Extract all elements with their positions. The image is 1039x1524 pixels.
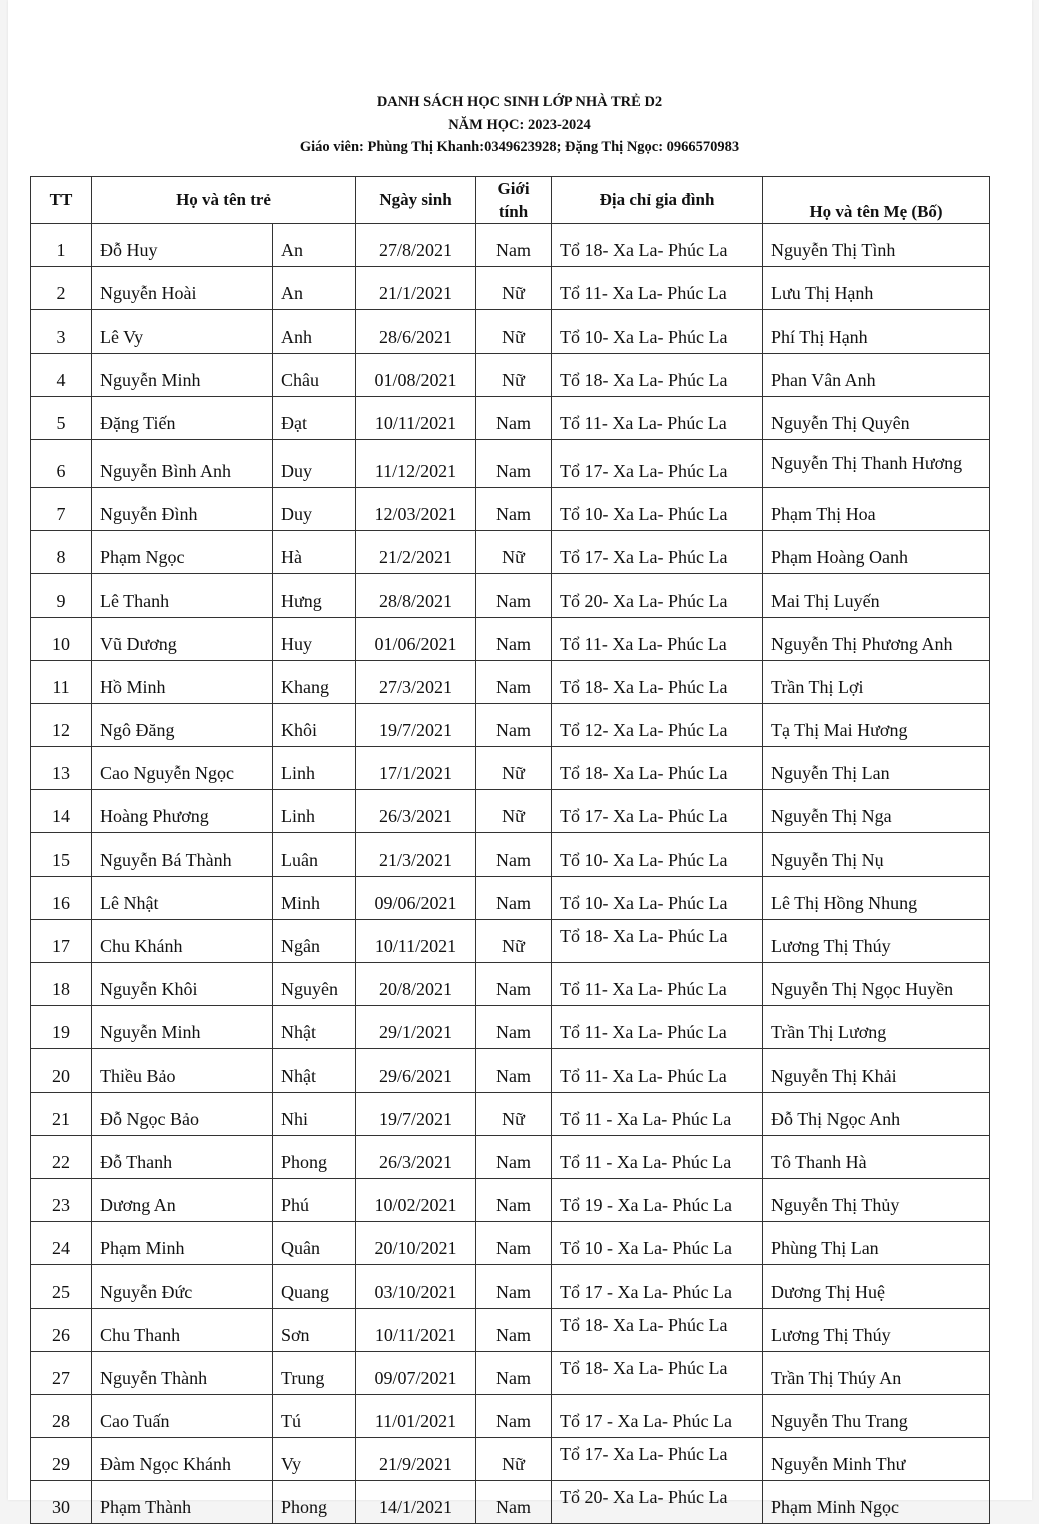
row-number: 14 [31,790,92,833]
gender: Nam [476,1049,552,1092]
table-row [31,1222,990,1265]
date-of-birth: 19/7/2021 [356,1092,476,1135]
family-address: Tổ 10- Xa La- Phúc La [552,833,763,876]
child-first-name: Đạt [273,396,356,439]
student-table [30,176,990,1524]
table-row [31,1006,990,1049]
row-number: 12 [31,703,92,746]
child-first-name: Quang [273,1265,356,1308]
gender: Nam [476,439,552,487]
child-first-name: Nhật [273,1006,356,1049]
gender: Nam [476,963,552,1006]
date-of-birth: 28/8/2021 [356,574,476,617]
header-name: Họ và tên trẻ [92,177,356,224]
row-number: 1 [31,224,92,267]
gender: Nam [476,703,552,746]
gender: Nam [476,487,552,530]
gender: Nam [476,1135,552,1178]
row-number: 4 [31,353,92,396]
child-first-name: Hà [273,531,356,574]
family-address: Tổ 18- Xa La- Phúc La [552,747,763,790]
gender: Nữ [476,267,552,310]
child-first-name: Khang [273,660,356,703]
child-first-name: Linh [273,790,356,833]
date-of-birth: 12/03/2021 [356,487,476,530]
child-first-name: Duy [273,439,356,487]
row-number: 8 [31,531,92,574]
table-row [31,487,990,530]
parent-name: Nguyễn Thị Khải [763,1049,990,1092]
date-of-birth: 26/3/2021 [356,1135,476,1178]
child-first-name: Khôi [273,703,356,746]
child-last-name: Phạm Thành [92,1481,273,1524]
family-address: Tổ 12- Xa La- Phúc La [552,703,763,746]
parent-name: Đỗ Thị Ngọc Anh [763,1092,990,1135]
parent-name: Phí Thị Hạnh [763,310,990,353]
child-last-name: Nguyễn Hoài [92,267,273,310]
table-row [31,833,990,876]
gender: Nữ [476,919,552,962]
gender: Nữ [476,531,552,574]
header-dob: Ngày sinh [356,177,476,224]
document-title: DANH SÁCH HỌC SINH LỚP NHÀ TRẺ D2 [376,94,663,110]
parent-name: Tạ Thị Mai Hương [763,703,990,746]
gender: Nam [476,1308,552,1351]
row-number: 10 [31,617,92,660]
child-last-name: Đàm Ngọc Khánh [92,1438,273,1481]
gender: Nữ [476,790,552,833]
table-row [31,531,990,574]
child-last-name: Chu Thanh [92,1308,273,1351]
family-address: Tổ 11- Xa La- Phúc La [552,963,763,1006]
child-first-name: Hưng [273,574,356,617]
child-last-name: Hoàng Phương [92,790,273,833]
table-row [31,1481,990,1524]
child-first-name: Phú [273,1178,356,1221]
child-first-name: Luân [273,833,356,876]
parent-name: Nguyễn Thị Lan [763,747,990,790]
family-address: Tổ 11- Xa La- Phúc La [552,267,763,310]
row-number: 7 [31,487,92,530]
child-last-name: Vũ Dương [92,617,273,660]
parent-name: Lê Thị Hồng Nhung [763,876,990,919]
gender: Nam [476,1178,552,1221]
family-address: Tổ 10- Xa La- Phúc La [552,310,763,353]
parent-name: Nguyễn Thị Quyên [763,396,990,439]
family-address: Tổ 10 - Xa La- Phúc La [552,1222,763,1265]
header-parent: Họ và tên Mẹ (Bố) [763,177,990,224]
gender: Nam [476,876,552,919]
child-first-name: Duy [273,487,356,530]
date-of-birth: 26/3/2021 [356,790,476,833]
row-number: 23 [31,1178,92,1221]
child-first-name: Linh [273,747,356,790]
child-first-name: Anh [273,310,356,353]
row-number: 2 [31,267,92,310]
row-number: 9 [31,574,92,617]
family-address: Tổ 17- Xa La- Phúc La [552,1438,763,1481]
parent-name: Phùng Thị Lan [763,1222,990,1265]
family-address: Tổ 10- Xa La- Phúc La [552,487,763,530]
gender: Nữ [476,747,552,790]
table-row [31,617,990,660]
row-number: 26 [31,1308,92,1351]
date-of-birth: 28/6/2021 [356,310,476,353]
family-address: Tổ 11- Xa La- Phúc La [552,617,763,660]
date-of-birth: 10/02/2021 [356,1178,476,1221]
family-address: Tổ 11 - Xa La- Phúc La [552,1092,763,1135]
date-of-birth: 29/1/2021 [356,1006,476,1049]
parent-name: Nguyễn Thị Tình [763,224,990,267]
child-first-name: Tú [273,1394,356,1437]
parent-name: Nguyễn Thị Nga [763,790,990,833]
child-first-name: Phong [273,1135,356,1178]
row-number: 30 [31,1481,92,1524]
gender: Nam [476,833,552,876]
child-last-name: Nguyễn Đình [92,487,273,530]
date-of-birth: 14/1/2021 [356,1481,476,1524]
table-row [31,574,990,617]
child-last-name: Cao Nguyễn Ngọc [92,747,273,790]
table-row [31,224,990,267]
child-first-name: Minh [273,876,356,919]
row-number: 17 [31,919,92,962]
date-of-birth: 09/06/2021 [356,876,476,919]
child-first-name: An [273,224,356,267]
table-row [31,310,990,353]
table-row [31,919,990,962]
table-row [31,353,990,396]
family-address: Tổ 20- Xa La- Phúc La [552,574,763,617]
family-address: Tổ 11- Xa La- Phúc La [552,396,763,439]
row-number: 5 [31,396,92,439]
table-row [31,1351,990,1394]
child-first-name: Nguyên [273,963,356,1006]
school-year: NĂM HỌC: 2023-2024 [448,117,591,133]
table-row [31,1438,990,1481]
gender: Nam [476,1351,552,1394]
row-number: 24 [31,1222,92,1265]
child-first-name: Phong [273,1481,356,1524]
row-number: 27 [31,1351,92,1394]
family-address: Tổ 17 - Xa La- Phúc La [552,1394,763,1437]
child-first-name: An [273,267,356,310]
table-row [31,1049,990,1092]
parent-name: Tô Thanh Hà [763,1135,990,1178]
family-address: Tổ 17- Xa La- Phúc La [552,531,763,574]
parent-name: Nguyễn Thị Ngọc Huyền [763,963,990,1006]
child-last-name: Lê Thanh [92,574,273,617]
header-address: Địa chỉ gia đình [552,177,763,224]
table-row [31,1092,990,1135]
child-last-name: Nguyễn Minh [92,1006,273,1049]
gender: Nam [476,1394,552,1437]
date-of-birth: 01/06/2021 [356,617,476,660]
date-of-birth: 11/12/2021 [356,439,476,487]
child-first-name: Châu [273,353,356,396]
child-first-name: Huy [273,617,356,660]
gender: Nữ [476,310,552,353]
date-of-birth: 27/8/2021 [356,224,476,267]
header-gender [476,177,552,224]
parent-name: Phạm Minh Ngọc [763,1481,990,1524]
child-last-name: Hồ Minh [92,660,273,703]
gender: Nam [476,1006,552,1049]
parent-name: Nguyễn Thị Phương Anh [763,617,990,660]
gender: Nam [476,617,552,660]
table-row [31,267,990,310]
parent-name: Nguyễn Thị Nụ [763,833,990,876]
parent-name: Trần Thị Lợi [763,660,990,703]
family-address: Tổ 20- Xa La- Phúc La [552,1481,763,1524]
family-address: Tổ 18- Xa La- Phúc La [552,353,763,396]
child-last-name: Đỗ Ngọc Bảo [92,1092,273,1135]
child-last-name: Nguyễn Khôi [92,963,273,1006]
family-address: Tổ 18- Xa La- Phúc La [552,919,763,962]
parent-name: Nguyễn Thị Thủy [763,1178,990,1221]
row-number: 22 [31,1135,92,1178]
gender: Nữ [476,353,552,396]
parent-name: Phạm Hoàng Oanh [763,531,990,574]
child-last-name: Phạm Ngọc [92,531,273,574]
header-gender-line2: tính [498,202,529,221]
family-address: Tổ 18- Xa La- Phúc La [552,1308,763,1351]
parent-name: Trần Thị Thúy An [763,1351,990,1394]
child-first-name: Quân [273,1222,356,1265]
row-number: 29 [31,1438,92,1481]
header-tt: TT [31,177,92,224]
date-of-birth: 10/11/2021 [356,396,476,439]
table-header-row [31,177,990,224]
parent-name: Nguyễn Thu Trang [763,1394,990,1437]
child-first-name: Ngân [273,919,356,962]
child-first-name: Nhi [273,1092,356,1135]
gender: Nam [476,1265,552,1308]
date-of-birth: 20/8/2021 [356,963,476,1006]
family-address: Tổ 18- Xa La- Phúc La [552,1351,763,1394]
date-of-birth: 03/10/2021 [356,1265,476,1308]
parent-name: Lưu Thị Hạnh [763,267,990,310]
teacher-info: Giáo viên: Phùng Thị Khanh:0349623928; Đặng Thị Ngọc: 0966570983 [299,139,740,155]
table-row [31,1394,990,1437]
child-last-name: Lê Nhật [92,876,273,919]
table-row [31,876,990,919]
child-last-name: Ngô Đăng [92,703,273,746]
table-row [31,439,990,487]
family-address: Tổ 11 - Xa La- Phúc La [552,1135,763,1178]
row-number: 28 [31,1394,92,1437]
table-row [31,1308,990,1351]
gender: Nữ [476,1092,552,1135]
row-number: 16 [31,876,92,919]
gender: Nam [476,224,552,267]
date-of-birth: 09/07/2021 [356,1351,476,1394]
child-last-name: Dương An [92,1178,273,1221]
gender: Nam [476,660,552,703]
child-last-name: Phạm Minh [92,1222,273,1265]
table-row [31,1178,990,1221]
child-last-name: Thiều Bảo [92,1049,273,1092]
parent-name: Nguyễn Minh Thư [763,1438,990,1481]
date-of-birth: 17/1/2021 [356,747,476,790]
family-address: Tổ 18- Xa La- Phúc La [552,660,763,703]
date-of-birth: 29/6/2021 [356,1049,476,1092]
gender: Nam [476,1481,552,1524]
parent-name: Trần Thị Lương [763,1006,990,1049]
date-of-birth: 01/08/2021 [356,353,476,396]
row-number: 13 [31,747,92,790]
date-of-birth: 10/11/2021 [356,919,476,962]
table-body [31,224,990,1524]
child-last-name: Đỗ Huy [92,224,273,267]
table-row [31,963,990,1006]
family-address: Tổ 17- Xa La- Phúc La [552,439,763,487]
child-first-name: Nhật [273,1049,356,1092]
date-of-birth: 21/1/2021 [356,267,476,310]
family-address: Tổ 18- Xa La- Phúc La [552,224,763,267]
row-number: 19 [31,1006,92,1049]
parent-name: Mai Thị Luyến [763,574,990,617]
date-of-birth: 11/01/2021 [356,1394,476,1437]
gender: Nam [476,1222,552,1265]
parent-name: Lương Thị Thúy [763,1308,990,1351]
table-row [31,660,990,703]
family-address: Tổ 17- Xa La- Phúc La [552,790,763,833]
parent-name: Phan Vân Anh [763,353,990,396]
child-last-name: Cao Tuấn [92,1394,273,1437]
table-row [31,747,990,790]
child-first-name: Sơn [273,1308,356,1351]
family-address: Tổ 11- Xa La- Phúc La [552,1006,763,1049]
family-address: Tổ 10- Xa La- Phúc La [552,876,763,919]
child-last-name: Đỗ Thanh [92,1135,273,1178]
table-row [31,1135,990,1178]
family-address: Tổ 17 - Xa La- Phúc La [552,1265,763,1308]
date-of-birth: 27/3/2021 [356,660,476,703]
child-last-name: Lê Vy [92,310,273,353]
table-row [31,396,990,439]
family-address: Tổ 11- Xa La- Phúc La [552,1049,763,1092]
child-last-name: Nguyễn Thành [92,1351,273,1394]
gender: Nam [476,396,552,439]
row-number: 20 [31,1049,92,1092]
date-of-birth: 21/3/2021 [356,833,476,876]
date-of-birth: 21/2/2021 [356,531,476,574]
child-last-name: Nguyễn Bá Thành [92,833,273,876]
parent-name: Nguyễn Thị Thanh Hương [763,439,990,487]
table-row [31,790,990,833]
row-number: 6 [31,439,92,487]
child-first-name: Trung [273,1351,356,1394]
header-gender-line1: Giới [497,179,530,198]
child-last-name: Nguyễn Đức [92,1265,273,1308]
table-row [31,1265,990,1308]
family-address: Tổ 19 - Xa La- Phúc La [552,1178,763,1221]
date-of-birth: 20/10/2021 [356,1222,476,1265]
date-of-birth: 21/9/2021 [356,1438,476,1481]
child-first-name: Vy [273,1438,356,1481]
row-number: 21 [31,1092,92,1135]
row-number: 18 [31,963,92,1006]
gender: Nữ [476,1438,552,1481]
row-number: 11 [31,660,92,703]
parent-name: Dương Thị Huệ [763,1265,990,1308]
row-number: 15 [31,833,92,876]
row-number: 25 [31,1265,92,1308]
child-last-name: Nguyễn Bình Anh [92,439,273,487]
child-last-name: Đặng Tiến [92,396,273,439]
parent-name: Lương Thị Thúy [763,919,990,962]
parent-name: Phạm Thị Hoa [763,487,990,530]
row-number: 3 [31,310,92,353]
gender: Nam [476,574,552,617]
table-row [31,703,990,746]
date-of-birth: 19/7/2021 [356,703,476,746]
child-last-name: Chu Khánh [92,919,273,962]
date-of-birth: 10/11/2021 [356,1308,476,1351]
child-last-name: Nguyễn Minh [92,353,273,396]
